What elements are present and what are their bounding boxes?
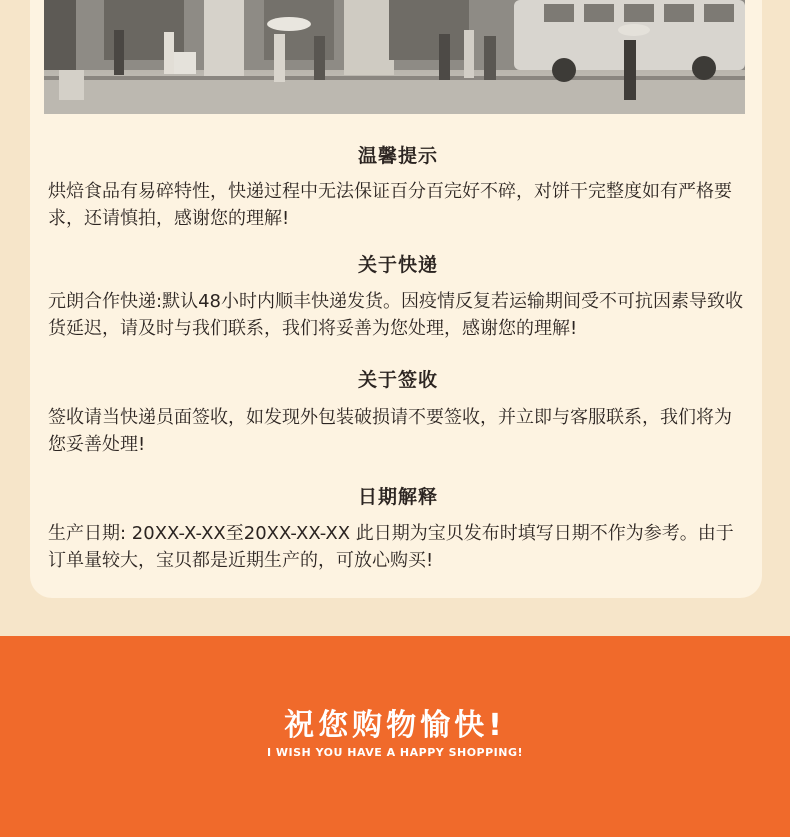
tips-title: 温馨提示 bbox=[357, 145, 438, 167]
dates-title: 日期解释 bbox=[357, 486, 438, 508]
tips-body: 烘焙食品有易碎特性，快递过程中无法保证百分百完好不碎，对饼干完整度如有严格要求，还请慎拍，感谢您的理解! bbox=[48, 181, 732, 229]
delivery-title: 关于快递 bbox=[357, 254, 438, 276]
vintage-street-photo bbox=[44, 0, 745, 114]
delivery-section bbox=[48, 250, 748, 342]
signing-title: 关于签收 bbox=[357, 369, 438, 391]
dates-body: 生产日期: 20XX-X-XX至20XX-XX-XX 此日期为宝贝发布时填写日期不作为参考。由于订单量较大，宝贝都是近期生产的，可放心购买! bbox=[48, 523, 734, 571]
tips-section bbox=[48, 141, 748, 232]
delivery-body: 元朗合作快递:默认48小时内顺丰快递发货。因疫情反复若运输期间受不可抗因素导致收货延迟，请及时与我们联系，我们将妥善为您处理，感谢您的理解! bbox=[48, 291, 743, 339]
dates-section bbox=[48, 482, 748, 574]
signing-section bbox=[48, 365, 748, 458]
footer-subtitle: I WISH YOU HAVE A HAPPY SHOPPING! bbox=[266, 746, 524, 759]
footer-title: 祝您购物愉快! bbox=[284, 708, 506, 743]
signing-body: 签收请当快递员面签收，如发现外包装破损请不要签收，并立即与客服联系，我们将为您妥善处理! bbox=[48, 407, 732, 455]
